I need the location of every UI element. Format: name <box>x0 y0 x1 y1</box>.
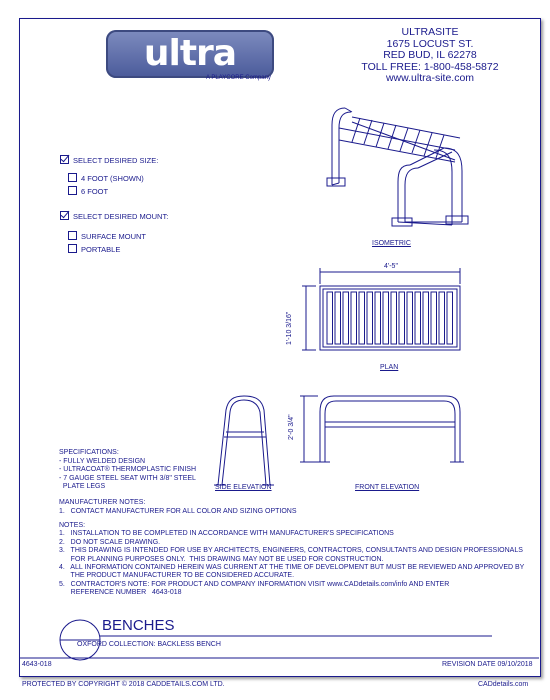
mount-heading-label: SELECT DESIRED MOUNT: <box>73 212 169 221</box>
front-elevation-view <box>300 396 464 462</box>
note-line: THE PRODUCT MANUFACTURER TO BE CONSIDERED ACCURATE. <box>59 572 295 580</box>
revision-date: REVISION DATE 09/10/2018 <box>442 661 533 668</box>
plan-slat <box>399 292 405 344</box>
plan-slat <box>407 292 413 344</box>
note-line: 4. ALL INFORMATION CONTAINED HEREIN WAS CURRENT AT THE TIME OF DEVELOPMENT BUT MUST BE REVIEWED AND APPROVED BY <box>59 564 525 572</box>
plan-slat <box>423 292 429 344</box>
company-address-2: RED BUD, IL 62278 <box>383 49 477 61</box>
drawing-title: BENCHES <box>102 617 175 634</box>
notes-block <box>59 522 525 598</box>
plan-slat <box>327 292 333 344</box>
plan-slat <box>335 292 341 344</box>
plan-slat <box>343 292 349 344</box>
spec-line: - FULLY WELDED DESIGN <box>59 457 146 465</box>
notes-heading: NOTES: <box>59 522 86 529</box>
isometric-label: ISOMETRIC <box>372 240 411 247</box>
mount-option-label: SURFACE MOUNT <box>81 232 147 241</box>
front-height-dim: 2'-0 3/4" <box>288 414 295 440</box>
isometric-view <box>327 108 468 226</box>
note-line: FOR PLANNING PURPOSES ONLY. THIS DRAWING MAY NOT BE USED FOR CONSTRUCTION. <box>59 555 384 563</box>
size-option-label: 6 FOOT <box>81 187 109 196</box>
caddetails-link[interactable]: CADdetails.com <box>478 681 529 688</box>
plan-width-dim: 4'-5" <box>384 263 398 270</box>
plan-label: PLAN <box>380 364 399 371</box>
company-address-1: 1675 LOCUST ST. <box>386 37 474 50</box>
note-line: 3. THIS DRAWING IS INTENDED FOR USE BY ARCHITECTS, ENGINEERS, CONTRACTORS, CONSULTANTS AND DESIGN PROFESSIONALS <box>59 547 523 555</box>
mount-option-label: PORTABLE <box>81 245 121 254</box>
spec-line: - 7 GAUGE STEEL SEAT WITH 3/8" STEEL <box>59 474 196 482</box>
plan-slat <box>351 292 357 344</box>
specifications-block <box>59 449 196 492</box>
plan-slat <box>359 292 365 344</box>
note-line: REFERENCE NUMBER 4643-018 <box>59 589 182 597</box>
manufacturer-notes-block <box>59 499 297 516</box>
note-line: 1. INSTALLATION TO BE COMPLETED IN ACCORDANCE WITH MANUFACTURER'S SPECIFICATIONS <box>59 530 394 538</box>
manufacturer-note: 1. CONTACT MANUFACTURER FOR ALL COLOR AND SIZING OPTIONS <box>59 507 297 515</box>
plan-slat <box>383 292 389 344</box>
side-elevation-view <box>214 396 274 485</box>
company-phone: TOLL FREE: 1-800-458-5872 <box>361 60 499 73</box>
logo-tagline: A PLAYCORE Company <box>206 75 271 81</box>
plan-depth-dim: 1'-10 3/16" <box>286 311 293 345</box>
side-elevation-label: SIDE ELEVATION <box>215 484 272 491</box>
specifications-heading: SPECIFICATIONS: <box>59 449 119 456</box>
plan-slat <box>431 292 437 344</box>
reference-number: 4643-018 <box>22 661 52 668</box>
plan-slat <box>447 292 453 344</box>
plan-slat <box>439 292 445 344</box>
drawing-subtitle: OXFORD COLLECTION: BACKLESS BENCH <box>77 641 221 648</box>
plan-slat <box>367 292 373 344</box>
size-heading-label: SELECT DESIRED SIZE: <box>73 156 159 165</box>
company-website[interactable]: www.ultra-site.com <box>385 72 475 84</box>
note-line: 5. CONTRACTOR'S NOTE: FOR PRODUCT AND COMPANY INFORMATION VISIT www.CADdetails.com/info AND ENTER <box>59 580 450 588</box>
plan-slat <box>391 292 397 344</box>
spec-line: PLATE LEGS <box>59 483 106 491</box>
copyright-notice: PROTECTED BY COPYRIGHT © 2018 CADDETAILS.COM LTD. <box>22 681 225 688</box>
plan-slat <box>375 292 381 344</box>
size-option-label: 4 FOOT (SHOWN) <box>81 174 144 183</box>
logo-text: ultra site <box>143 33 237 122</box>
plan-view <box>302 268 460 350</box>
spec-line: - ULTRACOAT® THERMOPLASTIC FINISH <box>59 466 197 474</box>
manufacturer-notes-heading: MANUFACTURER NOTES: <box>59 499 146 506</box>
plan-slat <box>415 292 421 344</box>
note-line: 2. DO NOT SCALE DRAWING. <box>59 538 161 546</box>
front-elevation-label: FRONT ELEVATION <box>355 484 420 491</box>
company-name: ULTRASITE <box>401 26 459 38</box>
